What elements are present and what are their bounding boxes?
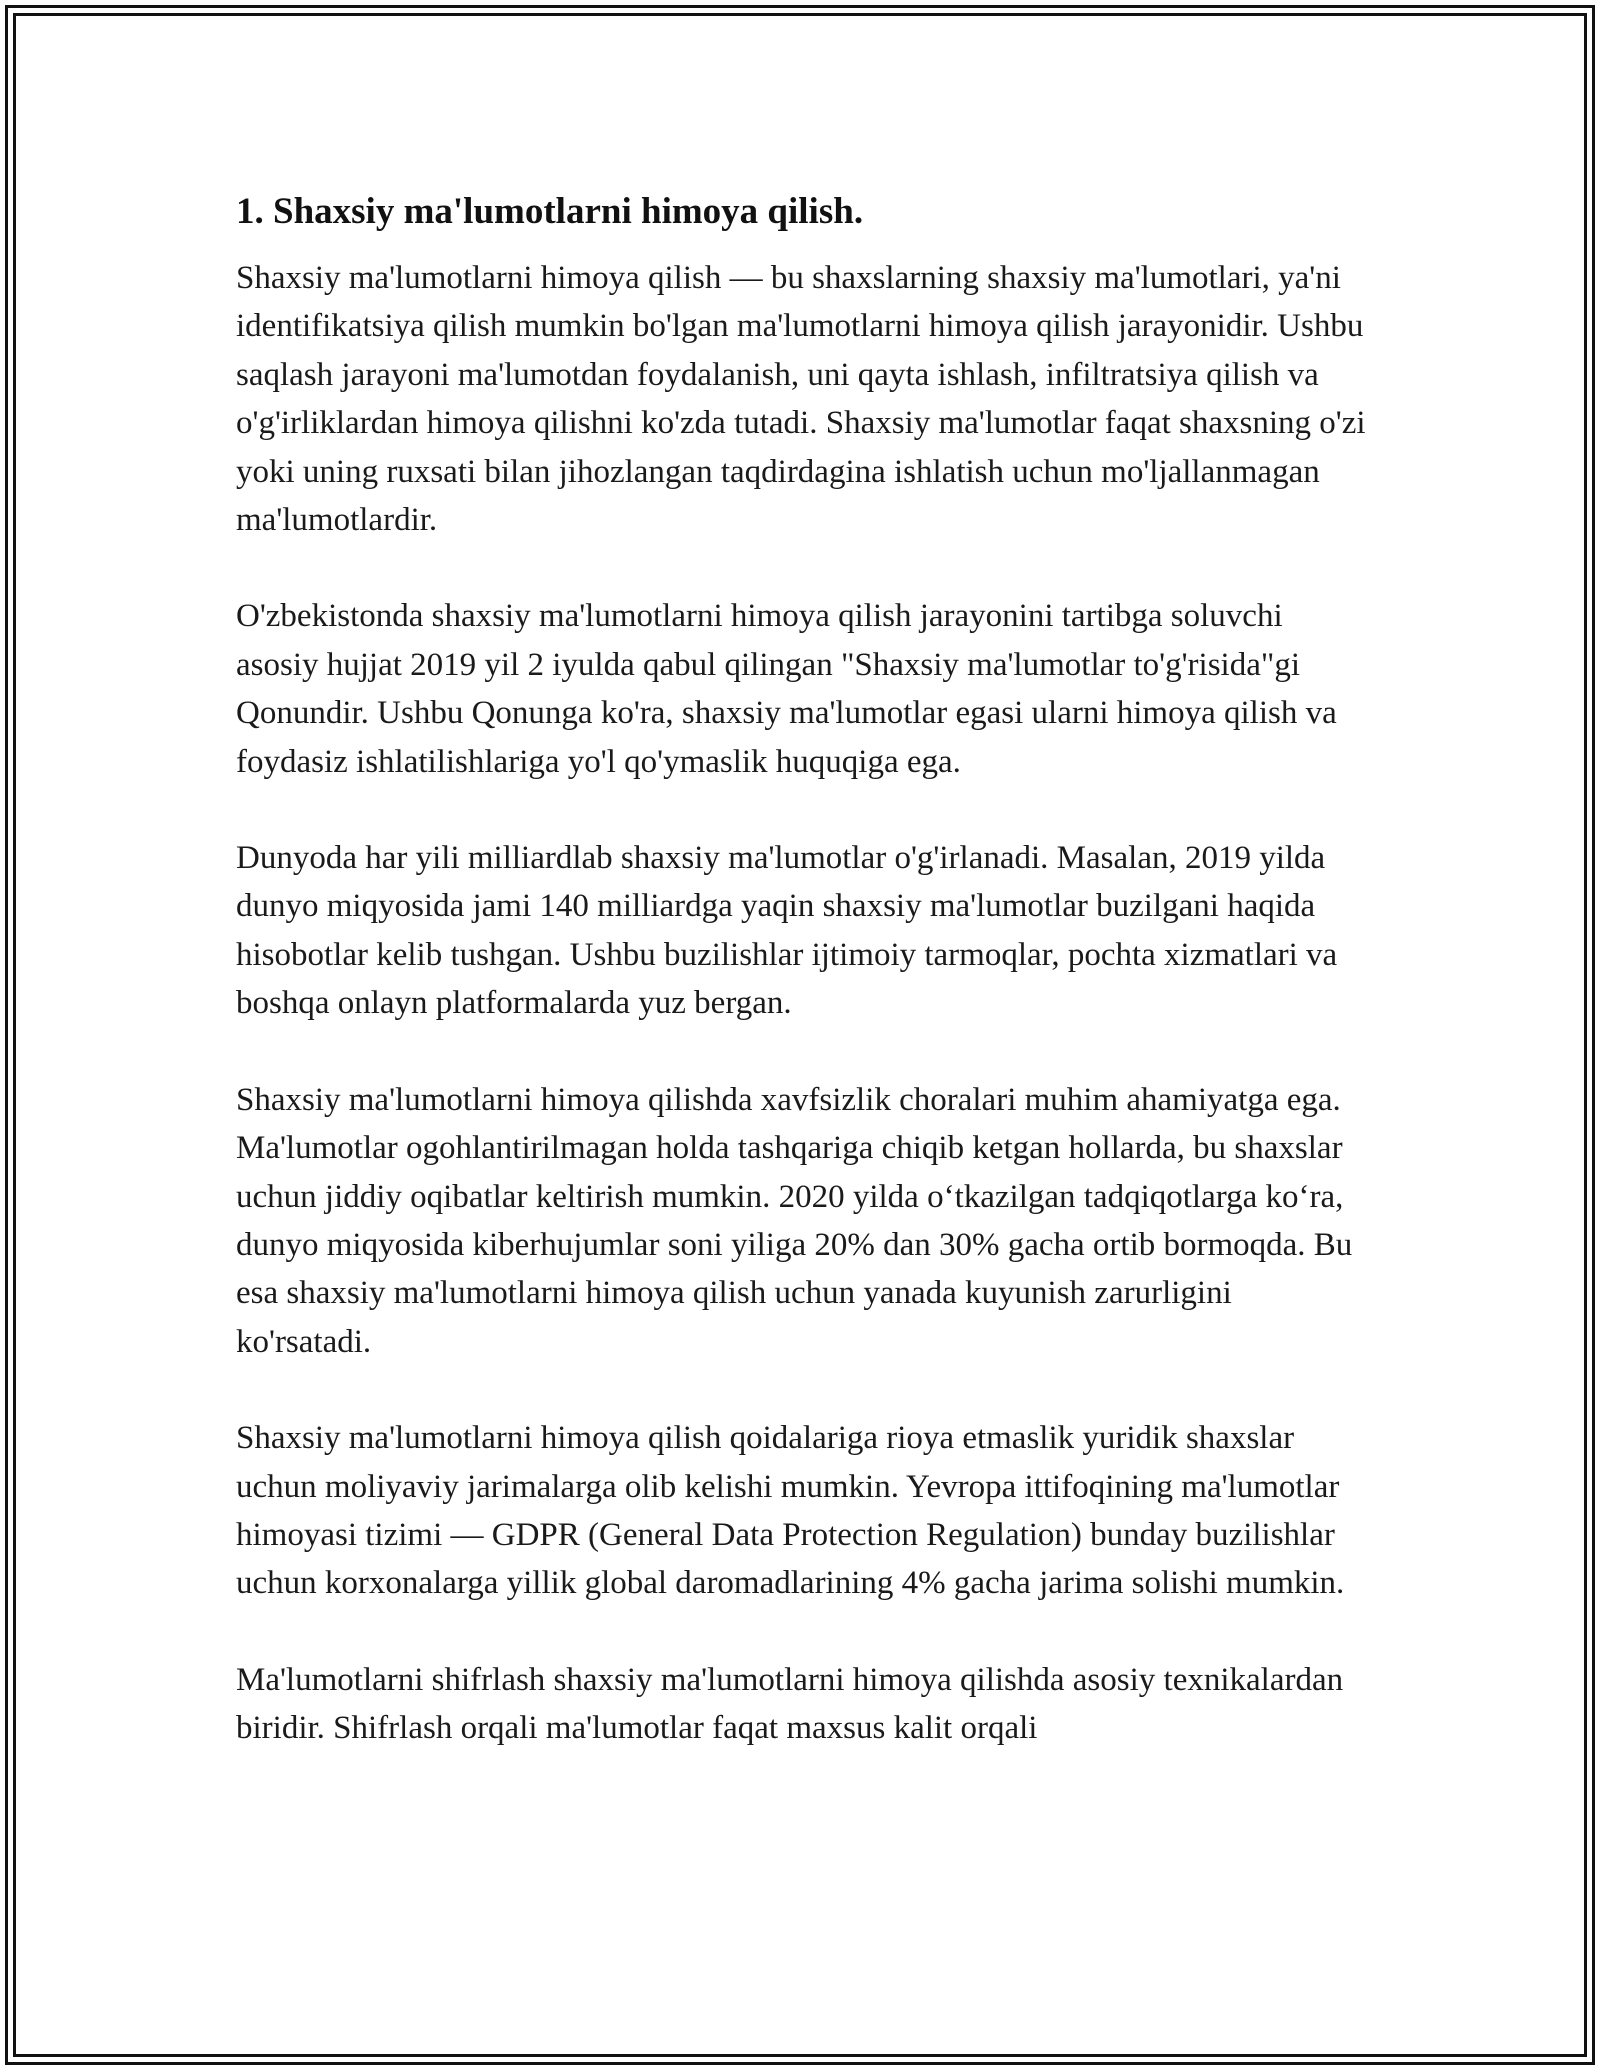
paragraph-global-breaches: Dunyoda har yili milliardlab shaxsiy ma'lumotlar o'g'irlanadi. Masalan, 2019 yilda dunyo miqyosida jami 140 milliardga yaqin shaxsiy ma'lumotlar buzilgani haqida hisobotlar kelib tushgan. Ushbu buzilishlar ijtimoiy tarmoqlar, pochta xizmatlari va boshqa onlayn platformalarda yuz bergan. [236, 840, 1338, 1022]
document-body [236, 188, 1366, 1801]
paragraph-security-measures: Shaxsiy ma'lumotlarni himoya qilishda xavfsizlik choralari muhim ahamiyatga ega. Ma'lumotlar ogohlantirilmagan holda tashqariga chiqib ketgan hollarda, bu shaxslar uchun jiddiy oqibatlar keltirish mumkin. 2020 yilda o‘tkazilgan tadqiqotlarga ko‘ra, dunyo miqyosida kiberhujumlar soni yiliga 20% dan 30% gacha ortib bormoqda. Bu esa shaxsiy ma'lumotlarni himoya qilish uchun yanada kuyunish zarurligini ko'rsatadi. [236, 1081, 1353, 1360]
paragraph-gdpr-fines: Shaxsiy ma'lumotlarni himoya qilish qoidalariga rioya etmaslik yuridik shaxslar uchun moliyaviy jarimalarga olib kelishi mumkin. Yevropa ittifoqining ma'lumotlar himoyasi tizimi — GDPR (General Data Protection Regulation) bunday buzilishlar uchun korxonalarga yillik global daromadlarining 4% gacha jarima solishi mumkin. [236, 1420, 1345, 1602]
paragraph-definition: Shaxsiy ma'lumotlarni himoya qilish — bu shaxslarning shaxsiy ma'lumotlari, ya'ni identifikatsiya qilish mumkin bo'lgan ma'lumotlarni himoya qilish jarayonidir. Ushbu saqlash jarayoni ma'lumotdan foydalanish, uni qayta ishlash, infiltratsiya qilish va o'g'irliklardan himoya qilishni ko'zda tutadi. Shaxsiy ma'lumotlar faqat shaxsning o'zi yoki uning ruxsati bilan jihozlangan taqdirdagina ishlatish uchun mo'ljallanmagan ma'lumotlardir. [236, 260, 1366, 539]
section-heading: 1. Shaxsiy ma'lumotlarni himoya qilish. [236, 191, 864, 232]
paragraph-uzbekistan-law: O'zbekistonda shaxsiy ma'lumotlarni himoya qilish jarayonini tartibga soluvchi asosiy hujjat 2019 yil 2 iyulda qabul qilingan "Shaxsiy ma'lumotlar to'g'risida"gi Qonundir. Ushbu Qonunga ko'ra, shaxsiy ma'lumotlar egasi ularni himoya qilish va foydasiz ishlatilishlariga yo'l qo'ymaslik huquqiga ega. [236, 598, 1337, 780]
paragraph-encryption: Ma'lumotlarni shifrlash shaxsiy ma'lumotlarni himoya qilishda asosiy texnikalardan biridir. Shifrlash orqali ma'lumotlar faqat maxsus kalit orqali [236, 1661, 1344, 1747]
